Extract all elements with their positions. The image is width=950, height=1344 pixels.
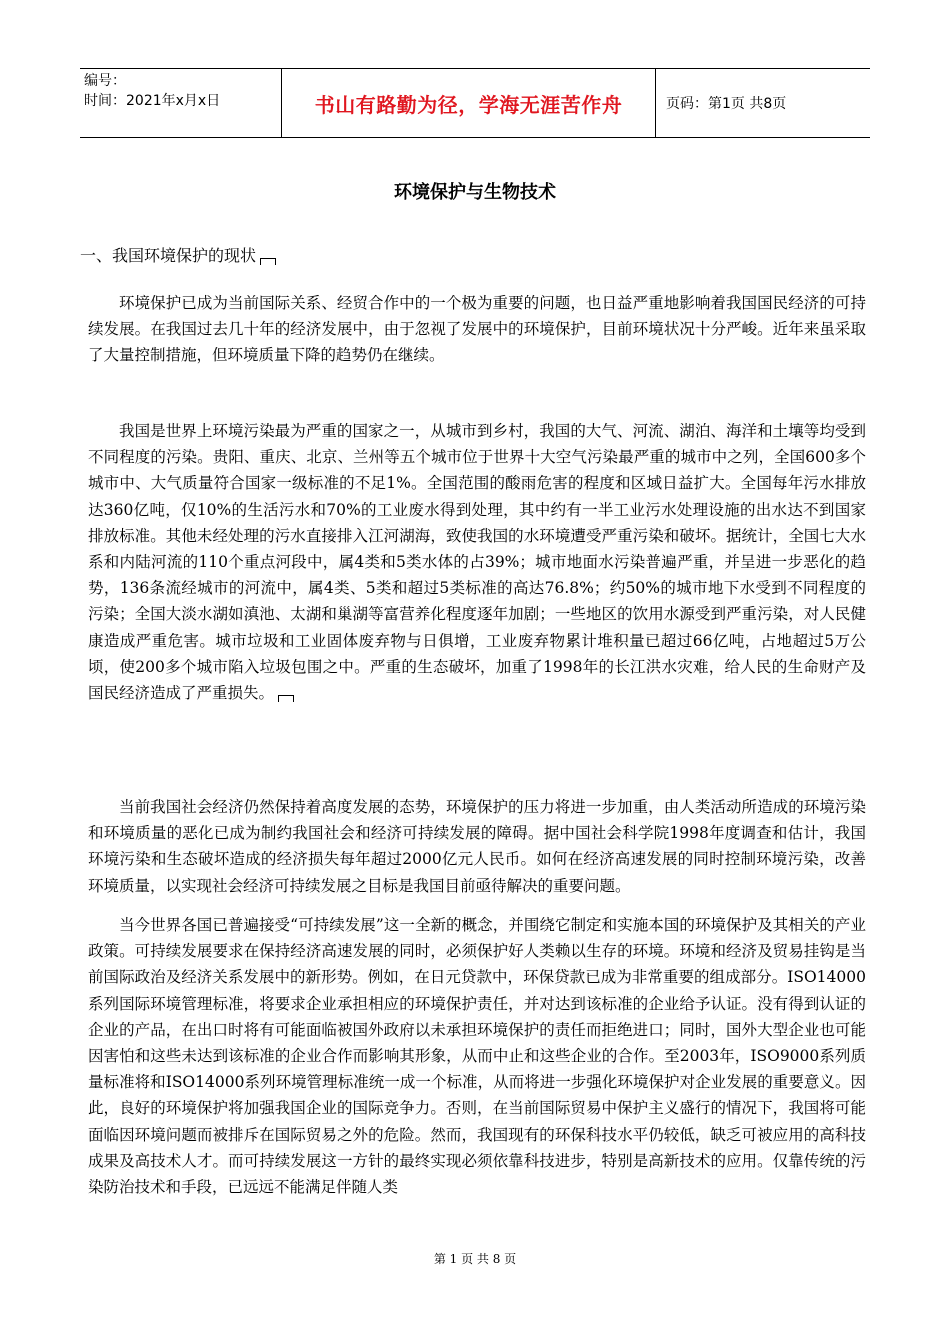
edit-mark-icon: [260, 258, 276, 265]
date-label: 时间：2021年x月x日: [84, 93, 221, 109]
document-title: 环境保护与生物技术: [394, 182, 556, 203]
paragraph: 环境保护已成为当前国际关系、经贸合作中的一个极为重要的问题，也日益严重地影响着我国国民经济的可持续发展。在我国过去几十年的经济发展中，由于忽视了发展中的环境保护，目前环境状况十分严峻。近年来虽采取了大量控制措施，但环境质量下降的趋势仍在继续。: [88, 294, 866, 365]
paragraph: [88, 418, 866, 706]
header-motto: 书山有路勤为径，学海无涯苦作舟: [282, 69, 656, 137]
paragraph: 当今世界各国已普遍接受“可持续发展”这一全新的概念，并围绕它制定和实施本国的环境保护及其相关的产业政策。可持续发展要求在保持经济高速发展的同时，必须保护好人类赖以生存的环境。环境和经济及贸易挂钩是当前国际政治及经济关系发展中的新形势。例如，在日元贷款中，环保贷款已成为非常重要的组成部分。ISO14000系列国际环境管理标准，将要求企业承担相应的环境保护责任，并对达到该标准的企业给予认证。没有得到认证的企业的产品，在出口时将有可能面临被国外政府以未承担环境保护的责任而拒绝进口；同时，国外大型企业也可能因害怕和这些未达到该标准的企业合作而影响其形象，从而中止和这些企业的合作。至2003年，ISO9000系列质量标准将和ISO14000系列环境管理标准统一成一个标准，从而将进一步强化环境保护对企业发展的重要意义。因此，良好的环境保护将加强我国企业的国际竞争力。否则，在当前国际贸易中保护主义盛行的情况下，我国将可能面临因环境问题而被排斥在国际贸易之外的危险。然而，我国现有的环保科技水平仍较低，缺乏可被应用的高科技成果及高技术人才。而可持续发展这一方针的最终实现必须依靠科技进步，特别是高新技术的应用。仅靠传统的污染防治技术和手段，已远远不能满足伴随人类: [88, 916, 866, 1197]
header-info-cell: [80, 69, 282, 137]
edit-mark-icon: [278, 695, 294, 702]
page-header: [80, 68, 870, 138]
paragraph: 当前我国社会经济仍然保持着高度发展的态势，环境保护的压力将进一步加重，由人类活动所造成的环境污染和环境质量的恶化已成为制约我国社会和经济可持续发展的障碍。据中国社会科学院1998年度调查和估计，我国环境污染和生态破坏造成的经济损失每年超过2000亿元人民币。如何在经济高速发展的同时控制环境污染，改善环境质量，以实现社会经济可持续发展之目标是我国目前亟待解决的重要问题。: [88, 798, 866, 895]
page-footer: 第 1 页 共 8 页: [433, 1252, 517, 1266]
number-label: 编号：: [84, 73, 126, 89]
section-heading: [80, 242, 276, 270]
paragraph-text: 我国是世界上环境污染最为严重的国家之一，从城市到乡村，我国的大气、河流、湖泊、海洋和土壤等均受到不同程度的污染。贵阳、重庆、北京、兰州等五个城市位于世界十大空气污染最严重的城市中之列，全国600多个城市中、大气质量符合国家一级标准的不足1%。全国范围的酸雨危害的程度和区域日益扩大。全国每年污水排放达360亿吨，仅10%的生活污水和70%的工业废水得到处理，其中约有一半工业污水处理设施的出水达不到国家排放标准。其他未经处理的污水直接排入江河湖海，致使我国的水环境遭受严重污染和破坏。据统计，全国七大水系和内陆河流的110个重点河段中，属4类和5类水体的占39%；城市地面水污染普遍严重，并呈进一步恶化的趋势，136条流经城市的河流中，属4类、5类和超过5类标准的高达76.8%；约50%的城市地下水受到不同程度的污染；全国大淡水湖如滇池、太湖和巢湖等富营养化程度逐年加剧；一些地区的饮用水源受到严重污染，对人民健康造成严重危害。城市垃圾和工业固体废弃物与日俱增，工业废弃物累计堆积量已超过66亿吨，占地超过5万公顷，使200多个城市陷入垃圾包围之中。严重的生态破坏，加重了1998年的长江洪水灾难，给人民的生命财产及国民经济造成了严重损失。: [88, 422, 866, 703]
header-page-label: 页码：第1页 共8页: [666, 96, 787, 112]
section-heading-text: 一、我国环境保护的现状: [80, 246, 257, 265]
